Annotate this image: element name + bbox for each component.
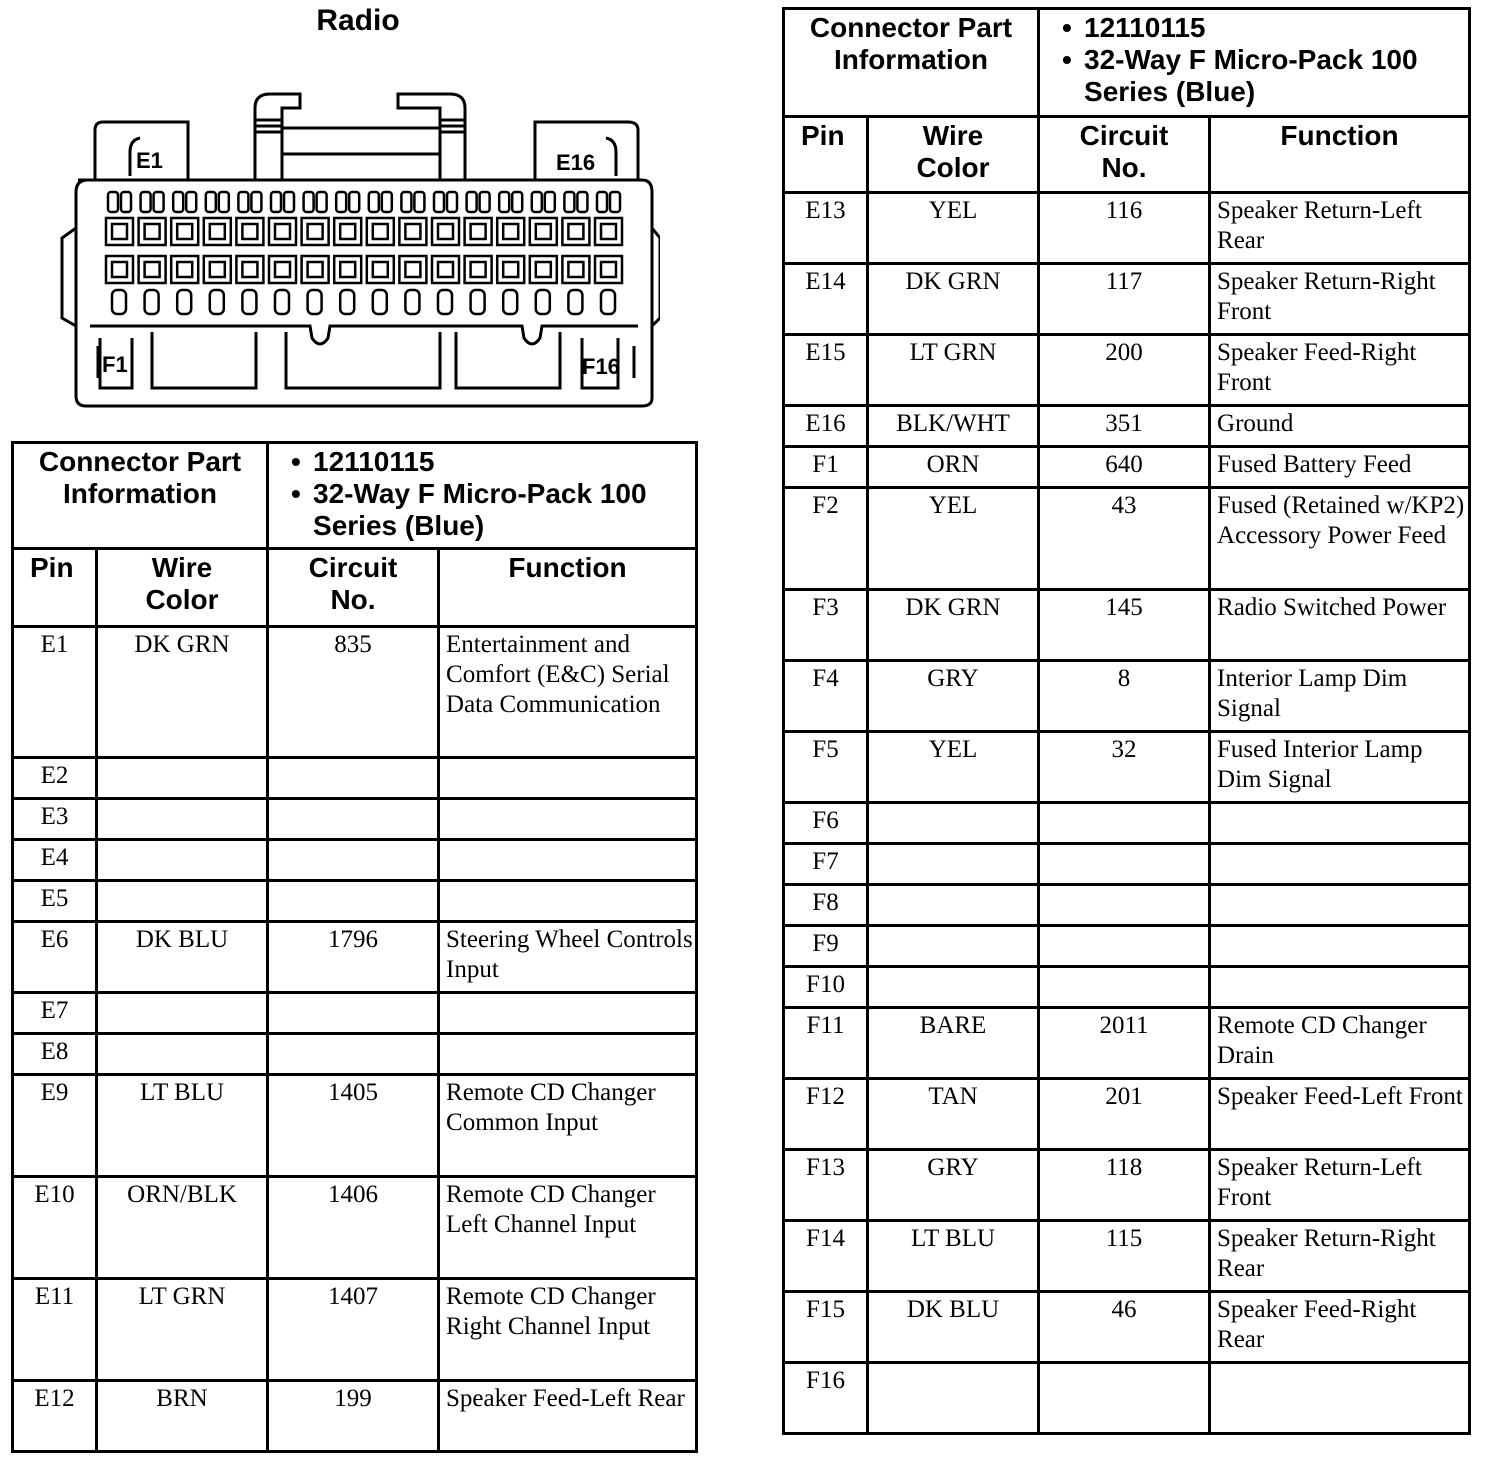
- pin-cell: F7: [784, 844, 868, 885]
- col-header-pin: Pin: [13, 549, 97, 627]
- pin-cavity: [465, 256, 492, 283]
- wire-color-cell: GRY: [868, 1150, 1039, 1221]
- pin-cavity: [334, 256, 361, 283]
- pin-cavity: [236, 256, 263, 283]
- connector-label-f16: F16: [582, 354, 620, 379]
- function-cell: Remote CD Changer Drain: [1210, 1008, 1470, 1079]
- pin-cell: E16: [784, 406, 868, 447]
- circuit-no-cell: 115: [1039, 1221, 1210, 1292]
- pin-cavity: [367, 256, 394, 283]
- function-cell: [439, 881, 697, 922]
- function-cell: Fused Interior Lamp Dim Signal: [1210, 732, 1470, 803]
- function-cell: Remote CD Changer Common Input: [439, 1075, 697, 1177]
- wire-color-cell: DK BLU: [868, 1292, 1039, 1363]
- function-cell: Fused Battery Feed: [1210, 447, 1470, 488]
- circuit-no-cell: [268, 840, 439, 881]
- pin-cavity: [595, 256, 622, 283]
- pin-cavity: [562, 256, 589, 283]
- pin-cavity: [204, 256, 231, 283]
- latch-left: [255, 94, 300, 180]
- pin-cavity: [139, 256, 166, 283]
- wire-color-cell: DK BLU: [97, 922, 268, 993]
- circuit-no-cell: [268, 799, 439, 840]
- part-description: • 32-Way F Micro-Pack 100 Series (Blue): [1040, 44, 1468, 108]
- lower-window-1: [152, 332, 256, 388]
- column-header-row: [13, 549, 697, 627]
- circuit-no-cell: 8: [1039, 661, 1210, 732]
- table-row: [13, 1075, 697, 1177]
- table-row: [13, 1177, 697, 1279]
- part-description: • 32-Way F Micro-Pack 100 Series (Blue): [269, 478, 695, 542]
- connector-info-row: [784, 9, 1470, 117]
- table-row: [784, 803, 1470, 844]
- pin-cavity: [432, 218, 459, 245]
- function-cell: [1210, 885, 1470, 926]
- wire-color-cell: LT BLU: [868, 1221, 1039, 1292]
- function-cell: Remote CD Changer Left Channel Input: [439, 1177, 697, 1279]
- wire-color-cell: [97, 993, 268, 1034]
- wire-color-cell: LT BLU: [97, 1075, 268, 1177]
- pin-cavity: [139, 218, 166, 245]
- pin-cell: F1: [784, 447, 868, 488]
- lower-window-2: [286, 332, 440, 388]
- connector-info-row: [13, 443, 697, 549]
- col-header-circuit-no: Circuit No.: [1039, 117, 1210, 193]
- circuit-no-cell: 43: [1039, 488, 1210, 590]
- circuit-no-cell: 201: [1039, 1079, 1210, 1150]
- table-row: [13, 1034, 697, 1075]
- circuit-no-cell: 116: [1039, 193, 1210, 264]
- connector-label-f1: F1: [102, 352, 128, 377]
- pin-cavity: [497, 256, 524, 283]
- table-row: [784, 926, 1470, 967]
- function-cell: [439, 840, 697, 881]
- pin-cavity: [269, 218, 296, 245]
- connector-face-diagram: [60, 88, 660, 408]
- pin-cavity: [465, 218, 492, 245]
- wire-color-cell: [868, 1363, 1039, 1434]
- pin-cell: E12: [13, 1381, 97, 1452]
- pin-cavity: [530, 218, 557, 245]
- table-row: [784, 885, 1470, 926]
- wire-color-cell: LT GRN: [868, 335, 1039, 406]
- pin-cell: F16: [784, 1363, 868, 1434]
- circuit-no-cell: [1039, 967, 1210, 1008]
- function-cell: [439, 799, 697, 840]
- function-cell: Speaker Return-Left Front: [1210, 1150, 1470, 1221]
- pin-cavity: [302, 256, 329, 283]
- col-header-wire-color: Wire Color: [868, 117, 1039, 193]
- col-header-function: Function: [439, 549, 697, 627]
- function-cell: [439, 1034, 697, 1075]
- circuit-no-cell: [1039, 803, 1210, 844]
- pin-cell: E4: [13, 840, 97, 881]
- table-row: [784, 661, 1470, 732]
- circuit-no-cell: 200: [1039, 335, 1210, 406]
- circuit-no-cell: 118: [1039, 1150, 1210, 1221]
- pin-cell: E2: [13, 758, 97, 799]
- table-row: [784, 335, 1470, 406]
- col-header-function: Function: [1210, 117, 1470, 193]
- wire-color-cell: [868, 967, 1039, 1008]
- wire-color-cell: DK GRN: [868, 264, 1039, 335]
- circuit-no-cell: [268, 881, 439, 922]
- wire-color-cell: [868, 803, 1039, 844]
- connector-info-details: [1039, 9, 1470, 117]
- pin-cavity: [106, 218, 133, 245]
- pin-cavity: [171, 256, 198, 283]
- pin-cell: F11: [784, 1008, 868, 1079]
- pin-cell: F14: [784, 1221, 868, 1292]
- function-cell: [439, 993, 697, 1034]
- table-row: [13, 1279, 697, 1381]
- function-cell: Ground: [1210, 406, 1470, 447]
- wire-color-cell: [868, 926, 1039, 967]
- table-row: [784, 732, 1470, 803]
- pin-cell: E5: [13, 881, 97, 922]
- pin-table-left: [11, 441, 698, 1453]
- pin-cavity: [399, 218, 426, 245]
- function-cell: Interior Lamp Dim Signal: [1210, 661, 1470, 732]
- table-row: [784, 1221, 1470, 1292]
- pin-cell: E10: [13, 1177, 97, 1279]
- wire-color-cell: DK GRN: [97, 627, 268, 758]
- table-row: [784, 844, 1470, 885]
- wire-color-cell: [868, 885, 1039, 926]
- table-row: [784, 1079, 1470, 1150]
- table-row: [784, 967, 1470, 1008]
- pin-cavity: [204, 218, 231, 245]
- table-row: [784, 488, 1470, 590]
- wire-color-cell: GRY: [868, 661, 1039, 732]
- table-row: [784, 1363, 1470, 1434]
- table-row: [13, 627, 697, 758]
- table-row: [13, 1381, 697, 1452]
- wire-color-cell: [97, 1034, 268, 1075]
- lower-window-3: [456, 332, 560, 388]
- connector-info-label: Connector Part Information: [784, 9, 1039, 117]
- table-row: [13, 881, 697, 922]
- col-header-wire-color: Wire Color: [97, 549, 268, 627]
- pin-cell: F12: [784, 1079, 868, 1150]
- wire-color-cell: [97, 758, 268, 799]
- table-row: [784, 1008, 1470, 1079]
- table-row: [13, 758, 697, 799]
- latch-right: [398, 94, 465, 180]
- part-number: • 12110115: [1040, 12, 1468, 44]
- pin-cavity: [106, 256, 133, 283]
- wire-color-cell: BRN: [97, 1381, 268, 1452]
- circuit-no-cell: [1039, 885, 1210, 926]
- connector-info-details: [268, 443, 697, 549]
- pin-cell: F15: [784, 1292, 868, 1363]
- pin-cavity: [530, 256, 557, 283]
- function-cell: [1210, 844, 1470, 885]
- pin-cavity: [432, 256, 459, 283]
- wire-color-cell: DK GRN: [868, 590, 1039, 661]
- pin-cell: F10: [784, 967, 868, 1008]
- table-row: [784, 1150, 1470, 1221]
- pin-cavity: [236, 218, 263, 245]
- wire-color-cell: YEL: [868, 732, 1039, 803]
- wire-color-cell: YEL: [868, 488, 1039, 590]
- col-header-circuit-no: Circuit No.: [268, 549, 439, 627]
- table-row: [784, 406, 1470, 447]
- function-cell: Speaker Feed-Right Rear: [1210, 1292, 1470, 1363]
- connector-body: [76, 180, 652, 406]
- table-row: [13, 993, 697, 1034]
- col-header-pin: Pin: [784, 117, 868, 193]
- function-cell: Speaker Feed-Left Front: [1210, 1079, 1470, 1150]
- wire-color-cell: [868, 844, 1039, 885]
- wire-color-cell: [97, 840, 268, 881]
- function-cell: Speaker Feed-Left Rear: [439, 1381, 697, 1452]
- circuit-no-cell: [268, 1034, 439, 1075]
- wire-color-cell: ORN/BLK: [97, 1177, 268, 1279]
- circuit-no-cell: 199: [268, 1381, 439, 1452]
- wire-color-cell: LT GRN: [97, 1279, 268, 1381]
- function-cell: [1210, 926, 1470, 967]
- wire-color-cell: BLK/WHT: [868, 406, 1039, 447]
- pin-cavity: [562, 218, 589, 245]
- connector-label-e16: E16: [556, 150, 596, 175]
- table-row: [784, 590, 1470, 661]
- table-row: [784, 447, 1470, 488]
- function-cell: [1210, 967, 1470, 1008]
- pin-cell: F4: [784, 661, 868, 732]
- function-cell: Remote CD Changer Right Channel Input: [439, 1279, 697, 1381]
- circuit-no-cell: 117: [1039, 264, 1210, 335]
- pin-cavity: [171, 218, 198, 245]
- pin-grid: [106, 192, 622, 314]
- column-header-row: [784, 117, 1470, 193]
- pin-cell: E9: [13, 1075, 97, 1177]
- function-cell: Radio Switched Power: [1210, 590, 1470, 661]
- pin-cavity: [595, 218, 622, 245]
- circuit-no-cell: 2011: [1039, 1008, 1210, 1079]
- pin-cell: E7: [13, 993, 97, 1034]
- wire-color-cell: BARE: [868, 1008, 1039, 1079]
- function-cell: Steering Wheel Controls Input: [439, 922, 697, 993]
- table-row: [784, 264, 1470, 335]
- wire-color-cell: [97, 799, 268, 840]
- pin-cavity: [399, 256, 426, 283]
- pin-cell: E3: [13, 799, 97, 840]
- pin-cavity: [334, 218, 361, 245]
- pin-cell: E1: [13, 627, 97, 758]
- function-cell: [1210, 803, 1470, 844]
- diagram-title: Radio: [316, 4, 400, 37]
- pin-cell: E11: [13, 1279, 97, 1381]
- circuit-no-cell: 1796: [268, 922, 439, 993]
- pin-cell: E14: [784, 264, 868, 335]
- pin-cell: F3: [784, 590, 868, 661]
- circuit-no-cell: 46: [1039, 1292, 1210, 1363]
- pin-cavity: [497, 218, 524, 245]
- pin-cavity: [269, 256, 296, 283]
- function-cell: Fused (Retained w/KP2) Accessory Power Feed: [1210, 488, 1470, 590]
- circuit-no-cell: 1405: [268, 1075, 439, 1177]
- connector-info-label: Connector Part Information: [13, 443, 268, 549]
- function-cell: Speaker Return-Left Rear: [1210, 193, 1470, 264]
- function-cell: Speaker Return-Right Rear: [1210, 1221, 1470, 1292]
- table-row: [784, 1292, 1470, 1363]
- pin-cell: F5: [784, 732, 868, 803]
- function-cell: [1210, 1363, 1470, 1434]
- circuit-no-cell: 351: [1039, 406, 1210, 447]
- circuit-no-cell: 1406: [268, 1177, 439, 1279]
- circuit-no-cell: 640: [1039, 447, 1210, 488]
- pin-table-right: [782, 7, 1471, 1435]
- function-cell: Speaker Feed-Right Front: [1210, 335, 1470, 406]
- table-row: [13, 799, 697, 840]
- circuit-no-cell: [1039, 844, 1210, 885]
- circuit-no-cell: 145: [1039, 590, 1210, 661]
- circuit-no-cell: [1039, 1363, 1210, 1434]
- table-row: [784, 193, 1470, 264]
- circuit-no-cell: [1039, 926, 1210, 967]
- pin-cell: E13: [784, 193, 868, 264]
- circuit-no-cell: 1407: [268, 1279, 439, 1381]
- function-cell: Speaker Return-Right Front: [1210, 264, 1470, 335]
- wire-color-cell: ORN: [868, 447, 1039, 488]
- pin-cell: F9: [784, 926, 868, 967]
- circuit-no-cell: 32: [1039, 732, 1210, 803]
- pin-cavity: [302, 218, 329, 245]
- pin-cell: F6: [784, 803, 868, 844]
- wire-color-cell: [97, 881, 268, 922]
- connector-label-e1: E1: [136, 148, 163, 173]
- circuit-no-cell: [268, 758, 439, 799]
- part-number: • 12110115: [269, 446, 695, 478]
- wire-color-cell: TAN: [868, 1079, 1039, 1150]
- pin-cell: F13: [784, 1150, 868, 1221]
- circuit-no-cell: [268, 993, 439, 1034]
- table-row: [13, 840, 697, 881]
- circuit-no-cell: 835: [268, 627, 439, 758]
- pin-cell: E8: [13, 1034, 97, 1075]
- pin-cell: F2: [784, 488, 868, 590]
- wire-color-cell: YEL: [868, 193, 1039, 264]
- pin-cell: E6: [13, 922, 97, 993]
- function-cell: Entertainment and Comfort (E&C) Serial Data Communication: [439, 627, 697, 758]
- pin-cavity: [367, 218, 394, 245]
- function-cell: [439, 758, 697, 799]
- pin-cell: F8: [784, 885, 868, 926]
- table-row: [13, 922, 697, 993]
- pin-cell: E15: [784, 335, 868, 406]
